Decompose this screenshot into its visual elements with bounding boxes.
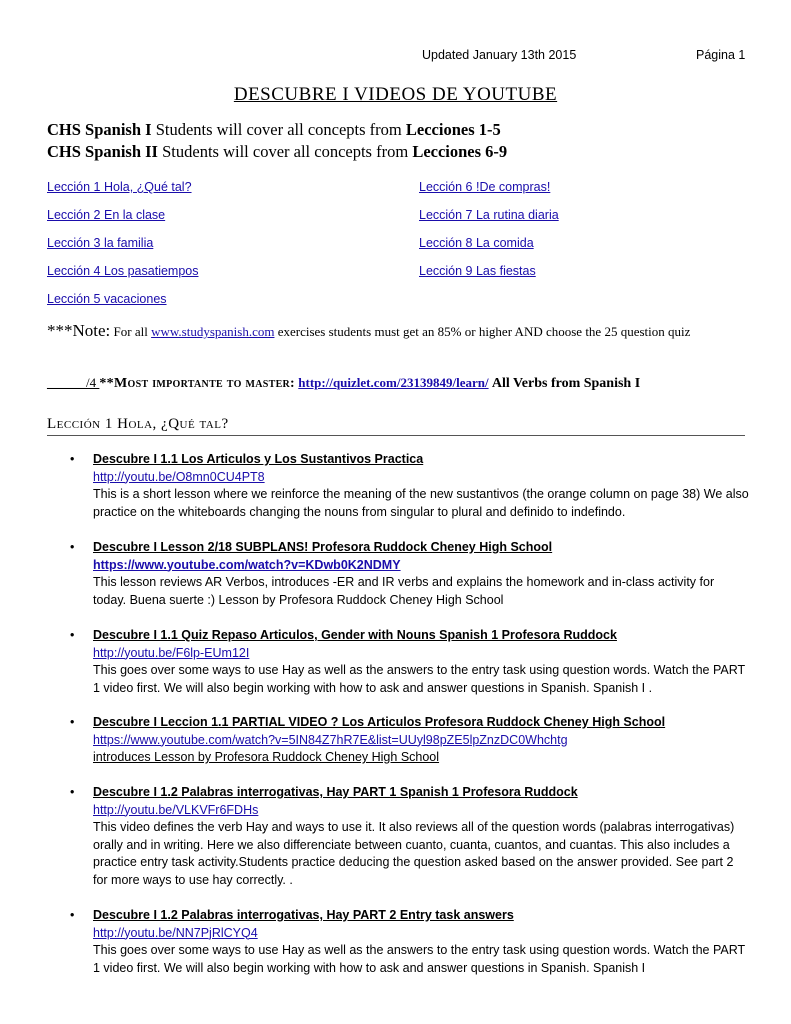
video-title[interactable]: Descubre I Lesson 2/18 SUBPLANS! Profesora Ruddock Cheney High School bbox=[93, 540, 553, 554]
video-title[interactable]: Descubre I 1.1 Quiz Repaso Articulos, Gender with Nouns Spanish 1 Profesora Ruddock bbox=[93, 628, 617, 642]
quizlet-link[interactable]: http://quizlet.com/23139849/learn/ bbox=[298, 375, 489, 390]
intro-text: Students will cover all concepts from bbox=[157, 142, 413, 161]
intro-line-spanish-1 bbox=[47, 120, 501, 140]
lesson-link-5[interactable]: Lección 5 vacaciones bbox=[47, 292, 167, 306]
video-title[interactable]: Descubre I 1.1 Los Articulos y Los Sustantivos Practica bbox=[93, 452, 424, 466]
lesson-link-8[interactable]: Lección 8 La comida bbox=[419, 236, 534, 250]
list-item bbox=[70, 539, 750, 609]
video-description: This goes over some ways to use Hay as well as the answers to the entry task using question words. Watch the PART 1 video first. We will also begin working with how to ask and answer questions in Spanish. Spanish I bbox=[93, 943, 745, 975]
header-page-number: Página 1 bbox=[696, 48, 746, 62]
section-heading: Lección 1 Hola, ¿Qué tal? bbox=[47, 416, 745, 436]
studyspanish-link[interactable]: www.studyspanish.com bbox=[151, 324, 275, 339]
bullet-icon: • bbox=[70, 540, 75, 554]
note-post-text: exercises students must get an 85% or higher AND choose the 25 question quiz bbox=[274, 324, 691, 339]
intro-lessons: Lecciones 1-5 bbox=[405, 120, 501, 139]
bullet-icon: • bbox=[70, 628, 75, 642]
video-title[interactable]: Descubre I 1.2 Palabras interrogativas, Hay PART 1 Spanish 1 Profesora Ruddock bbox=[93, 785, 578, 799]
lesson-link-6[interactable]: Lección 6 !De compras! bbox=[419, 180, 551, 194]
bullet-icon: • bbox=[70, 785, 75, 799]
master-label: Most importante to master: bbox=[113, 376, 296, 391]
lesson-link-3[interactable]: Lección 3 la familia bbox=[47, 236, 154, 250]
note-label: ***Note: bbox=[47, 321, 111, 340]
video-description: This goes over some ways to use Hay as well as the answers to the entry task using question words. Watch the PART 1 video first. We will also begin working with how to ask and answer questions in Spanish. Spanish I . bbox=[93, 663, 745, 695]
note-paragraph bbox=[47, 321, 752, 342]
list-item bbox=[70, 627, 750, 697]
master-line bbox=[47, 375, 757, 392]
intro-line-spanish-2 bbox=[47, 142, 507, 162]
lesson-link-9[interactable]: Lección 9 Las fiestas bbox=[419, 264, 536, 278]
video-link[interactable]: http://youtu.be/O8mn0CU4PT8 bbox=[93, 469, 265, 484]
lesson-link-4[interactable]: Lección 4 Los pasatiempos bbox=[47, 264, 199, 278]
video-link[interactable]: http://youtu.be/VLKVFr6FDHs bbox=[93, 802, 259, 817]
video-description: This is a short lesson where we reinforce the meaning of the new sustantivos (the orange column on page 38) We also practice on the whiteboards changing the nouns from singular to plural and definido to indefindo. bbox=[93, 487, 749, 519]
lesson-link-1[interactable]: Lección 1 Hola, ¿Qué tal? bbox=[47, 180, 192, 194]
list-item bbox=[70, 784, 750, 889]
video-description: introduces Lesson by Profesora Ruddock Cheney High School bbox=[93, 750, 440, 764]
lesson-link-2[interactable]: Lección 2 En la clase bbox=[47, 208, 166, 222]
bullet-icon: • bbox=[70, 452, 75, 466]
list-item bbox=[70, 714, 750, 767]
intro-text: Students will cover all concepts from bbox=[151, 120, 406, 139]
list-item bbox=[70, 907, 750, 977]
video-link[interactable]: https://www.youtube.com/watch?v=5IN84Z7hR7E&list=UUyl98pZE5lpZnzDC0Whchtg bbox=[93, 732, 568, 747]
score-blank: ______/4 bbox=[47, 375, 100, 390]
intro-course-label: CHS Spanish II bbox=[47, 142, 158, 161]
video-description: This video defines the verb Hay and ways to use it. It also reviews all of the question words (palabras interrogativas) orally and in writing. Here we also differenciate between cuanto, cuanta, cuantos, and cuantas. This also includes a practice entry task activity.Students practice deducing the question asked based on the answer provided. See part 2 for more ways to use hay correctly. . bbox=[93, 820, 735, 887]
document-title: DESCUBRE I VIDEOS DE YOUTUBE bbox=[233, 84, 558, 105]
video-link[interactable]: https://www.youtube.com/watch?v=KDwb0K2NDMY bbox=[93, 557, 401, 572]
video-link[interactable]: http://youtu.be/F6lp-EUm12I bbox=[93, 645, 250, 660]
video-title[interactable]: Descubre I 1.2 Palabras interrogativas, Hay PART 2 Entry task answers bbox=[93, 908, 514, 922]
master-stars: ** bbox=[99, 376, 114, 391]
intro-course-label: CHS Spanish I bbox=[47, 120, 152, 139]
master-verbs: All Verbs from Spanish I bbox=[491, 376, 641, 391]
video-link[interactable]: http://youtu.be/NN7PjRlCYQ4 bbox=[93, 925, 258, 940]
lesson-link-7[interactable]: Lección 7 La rutina diaria bbox=[419, 208, 559, 222]
list-item bbox=[70, 451, 750, 521]
intro-lessons: Lecciones 6-9 bbox=[412, 142, 508, 161]
bullet-icon: • bbox=[70, 908, 75, 922]
bullet-icon: • bbox=[70, 715, 75, 729]
header-updated-date: Updated January 13th 2015 bbox=[422, 48, 577, 62]
video-description: This lesson reviews AR Verbos, introduces -ER and IR verbs and explains the homework and in-class activity for today. Buena suerte :) Lesson by Profesora Ruddock Cheney High School bbox=[93, 575, 715, 607]
video-title[interactable]: Descubre I Leccion 1.1 PARTIAL VIDEO ? Los Articulos Profesora Ruddock Cheney High School bbox=[93, 715, 666, 729]
note-pre-text: For all bbox=[110, 324, 152, 339]
